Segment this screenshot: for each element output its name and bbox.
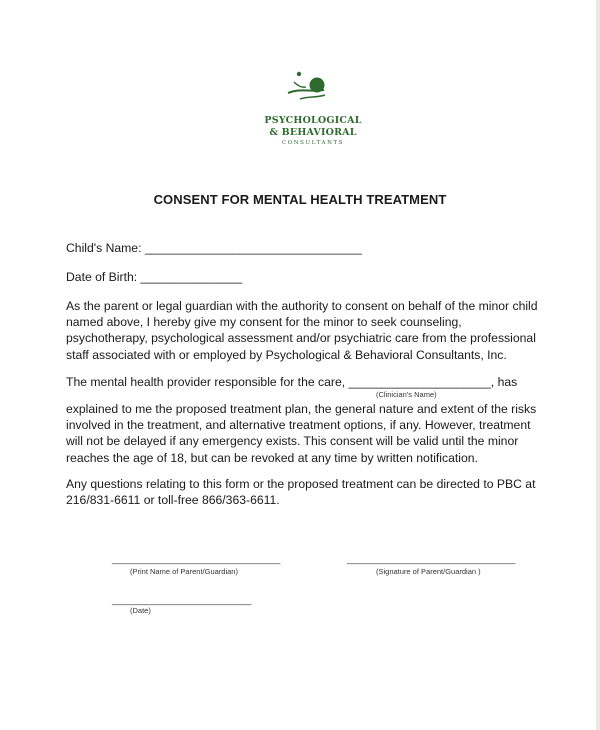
date-of-birth-field[interactable] xyxy=(66,269,242,286)
paragraph-line: Any questions relating to this form or the proposed treatment can be directed to PBC at xyxy=(66,477,536,491)
logo-text-line2: & BEHAVIORAL xyxy=(269,127,357,138)
paragraph-line: explained to me the proposed treatment plan, the general nature and extent of the risks xyxy=(66,402,537,416)
child-name-blank[interactable]: ________________________________ xyxy=(144,241,362,255)
provider-line[interactable]: The mental health provider responsible for the care, _____________________, has xyxy=(66,375,518,389)
paragraph-line: As the parent or legal guardian with the authority to consent on behalf of the minor child xyxy=(66,299,538,313)
logo-text-line3: CONSULTANTS xyxy=(281,140,345,146)
paragraph-line: will not be delayed if any emergency exists. This consent will be valid until the minor xyxy=(66,434,519,449)
date-line[interactable]: _____________________________ xyxy=(112,595,252,605)
clinician-name-caption: (Clinician's Name) xyxy=(376,390,437,399)
paragraph-line: psychotherapy, psychological assessment and/or psychiatric care from the professional xyxy=(66,331,536,346)
paragraph-line: involved in the treatment, and alternative treatment options, if any. However, treatment xyxy=(66,418,531,433)
child-name-label: Child's Name: xyxy=(66,241,142,255)
contact-paragraph xyxy=(66,476,556,508)
print-name-line[interactable]: ___________________________________ xyxy=(112,554,281,564)
page-edge xyxy=(596,0,600,730)
document-title: CONSENT FOR MENTAL HEALTH TREATMENT xyxy=(153,192,447,207)
paragraph-line: staff associated with or employed by Psychological & Behavioral Consultants, Inc. xyxy=(66,347,507,362)
paragraph-line: reaches the age of 18, but can be revoked at any time by written notification. xyxy=(66,450,478,465)
signature-caption: (Signature of Parent/Guardian ) xyxy=(376,567,481,576)
logo-emblem-icon xyxy=(280,68,346,112)
dob-label: Date of Birth: xyxy=(66,270,138,284)
child-name-field[interactable] xyxy=(66,240,362,257)
company-logo xyxy=(258,68,368,152)
treatment-paragraph xyxy=(66,401,556,466)
dob-blank[interactable]: _______________ xyxy=(140,270,243,284)
paragraph-line: named above, I hereby give my consent for the minor to seek counseling, xyxy=(66,315,462,330)
paragraph-line: 216/831-6611 or toll-free 866/363-6611. xyxy=(66,493,280,508)
date-caption: (Date) xyxy=(130,606,151,615)
logo-text-line1: PSYCHOLOGICAL xyxy=(264,115,362,126)
signature-line[interactable]: ___________________________________ xyxy=(347,554,516,564)
consent-paragraph xyxy=(66,298,556,363)
print-name-caption: (Print Name of Parent/Guardian) xyxy=(130,567,238,576)
